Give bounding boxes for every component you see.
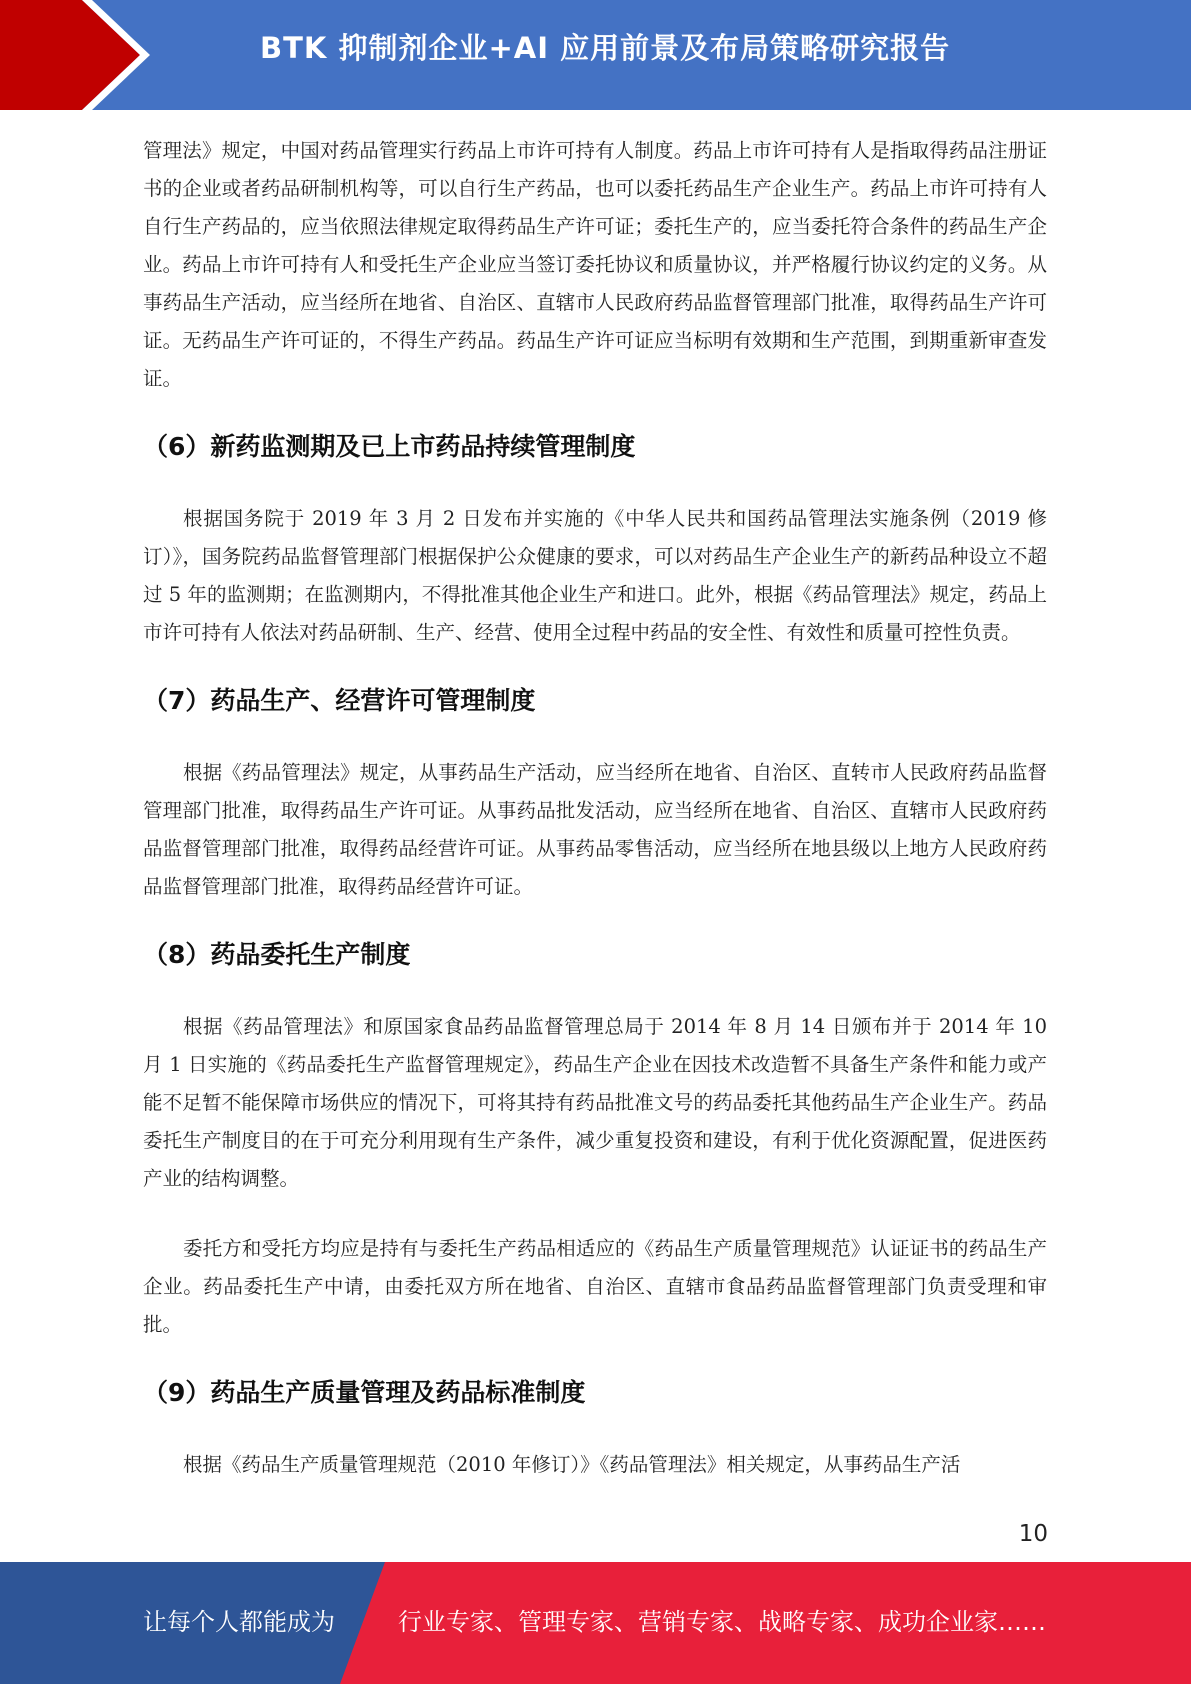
section-8-paragraph-2: 委托方和受托方均应是持有与委托生产药品相适应的《药品生产质量管理规范》认证证书的药品生产企业。药品委托生产中请，由委托双方所在地省、自治区、直辖市食品药品监督管理部门负责受理和审批。 (143, 1237, 1047, 1336)
section-heading-6: （6）新药监测期及已上市药品持续管理制度 (143, 432, 636, 461)
page-header (0, 0, 1191, 110)
section-heading-8: （8）药品委托生产制度 (143, 940, 411, 969)
section-6-paragraph: 根据国务院于 2019 年 3 月 2 日发布并实施的《中华人民共和国药品管理法实施条例（2019 修订）》，国务院药品监督管理部门根据保护公众健康的要求，可以对药品生产企业生产的新药品种设立不超过 5 年的监测期；在监测期内，不得批准其他企业生产和进口。此外，根据《药品管理法》规定，药品上市许可持有人依法对药品研制、生产、经营、使用全过程中药品的安全性、有效性和质量可控性负责。 (143, 507, 1047, 644)
footer-slogan-right: 行业专家、管理专家、营销专家、战略专家、成功企业家…… (398, 1608, 1046, 1636)
intro-paragraph: 管理法》规定，中国对药品管理实行药品上市许可持有人制度。药品上市许可持有人是指取得药品注册证书的企业或者药品研制机构等，可以自行生产药品，也可以委托药品生产企业生产。药品上市许可持有人自行生产药品的，应当依照法律规定取得药品生产许可证；委托生产的，应当委托符合条件的药品生产企业。药品上市许可持有人和受托生产企业应当签订委托协议和质量协议，并严格履行协议约定的义务。从事药品生产活动，应当经所在地省、自治区、直辖市人民政府药品监督管理部门批准，取得药品生产许可证。无药品生产许可证的，不得生产药品。药品生产许可证应当标明有效期和生产范围，到期重新审查发证。 (143, 139, 1047, 390)
page-footer (0, 1562, 1191, 1684)
footer-slogan-left: 让每个人都能成为 (143, 1608, 335, 1636)
page-number: 10 (1018, 1521, 1048, 1547)
section-9-paragraph: 根据《药品生产质量管理规范（2010 年修订）》《药品管理法》相关规定，从事药品生产活 (183, 1453, 961, 1476)
section-7-paragraph: 根据《药品管理法》规定，从事药品生产活动，应当经所在地省、自治区、直转市人民政府药品监督管理部门批准，取得药品生产许可证。从事药品批发活动，应当经所在地省、自治区、直辖市人民政府药品监督管理部门批准，取得药品经营许可证。从事药品零售活动，应当经所在地县级以上地方人民政府药品监督管理部门批准，取得药品经营许可证。 (143, 761, 1047, 898)
document-body (143, 132, 1047, 1484)
header-title: BTK 抑制剂企业+AI 应用前景及布局策略研究报告 (260, 31, 951, 65)
section-heading-7: （7）药品生产、经营许可管理制度 (143, 686, 536, 715)
section-heading-9: （9）药品生产质量管理及药品标准制度 (143, 1378, 586, 1407)
section-8-paragraph-1: 根据《药品管理法》和原国家食品药品监督管理总局于 2014 年 8 月 14 日颁布并于 2014 年 10 月 1 日实施的《药品委托生产监督管理规定》，药品生产企业在因技术改造暂不具备生产条件和能力或产能不足暂不能保障市场供应的情况下，可将其持有药品批准文号的药品委托其他药品生产企业生产。药品委托生产制度目的在于可充分利用现有生产条件，减少重复投资和建设，有利于优化资源配置，促进医药产业的结构调整。 (143, 1015, 1047, 1190)
